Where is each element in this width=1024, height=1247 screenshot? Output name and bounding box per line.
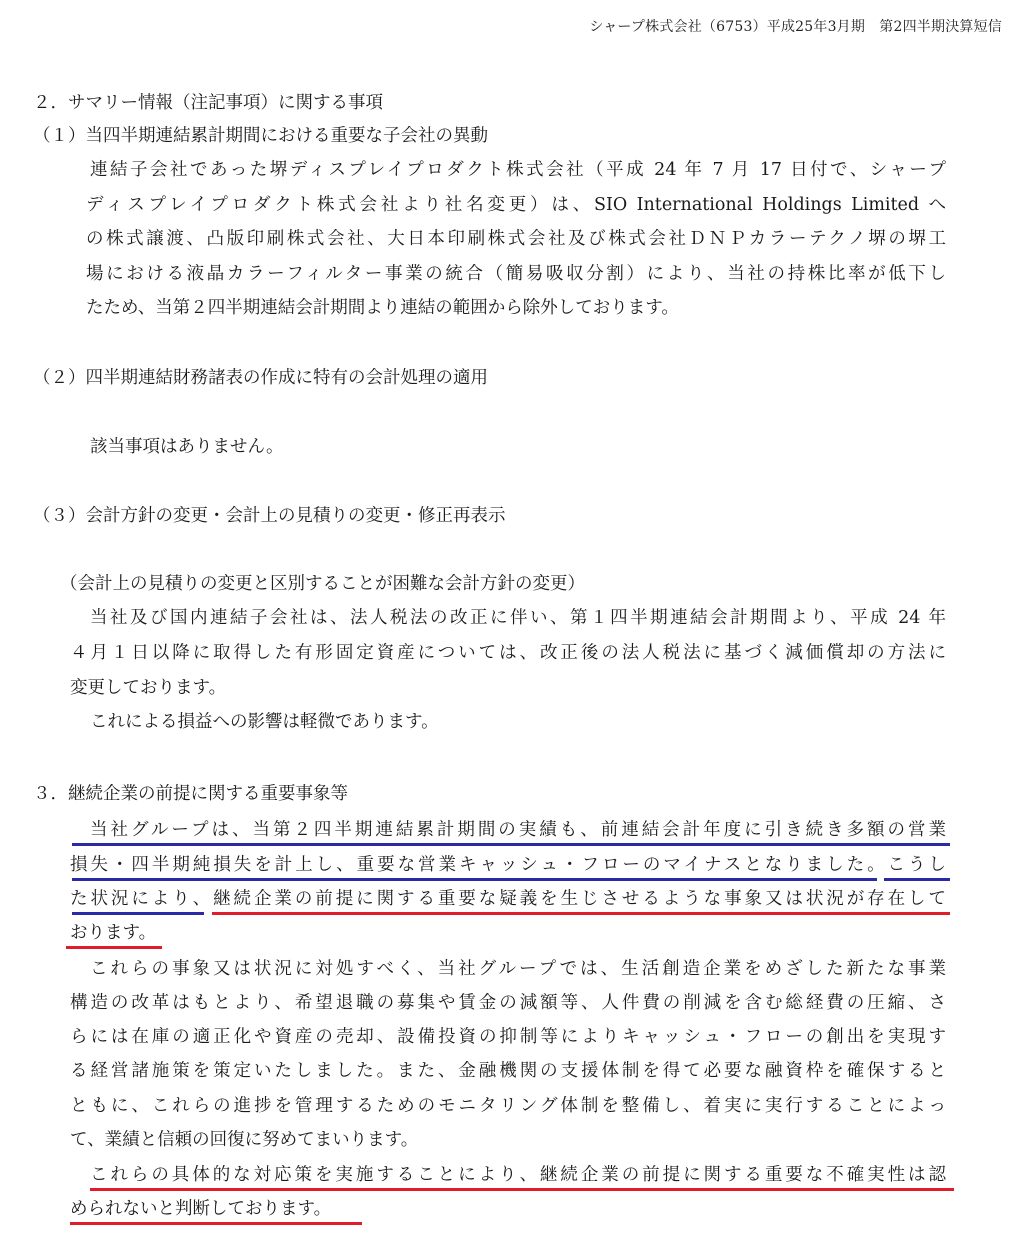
sub1-line-5: たため、当第２四半期連結会計期間より連結の範囲から除外しております。 (86, 298, 679, 318)
subsection-3-subheading: （会計上の見積りの変更と区別することが困難な会計方針の変更） (60, 574, 585, 594)
red-underline (66, 946, 162, 949)
s3-para2-line-6: て、業績と信頼の回復に努めてまいります。 (70, 1130, 419, 1150)
red-underline (70, 1222, 362, 1225)
sub1-line-1: 連結子会社であった堺ディスプレイプロダクト株式会社（平成 24 年 7 月 17 日付で、シャープ (90, 160, 946, 180)
subsection-2-title: （２）四半期連結財務諸表の作成に特有の会計処理の適用 (33, 368, 488, 388)
sub3-line-3: 変更しております。 (70, 678, 227, 698)
subsection-2-body: 該当事項はありません。 (90, 437, 284, 457)
red-underline (90, 1188, 954, 1191)
sub3-line-1: 当社及び国内連結子会社は、法人税法の改正に伴い、第１四半期連結会計期間より、平成 24 年 (90, 608, 946, 628)
blue-underline (72, 912, 204, 915)
s3-para1-line-4: おります。 (70, 923, 157, 943)
s3-para1-line-1: 当社グループは、当第２四半期連結累計期間の実績も、前連結会計年度に引き続き多額の営業 (90, 820, 946, 840)
s3-para2-line-4: る経営諸施策を策定いたしました。また、金融機関の支援体制を得て必要な融資枠を確保すると (70, 1061, 946, 1081)
section-3-title: ３．継続企業の前提に関する重要事象等 (33, 784, 348, 804)
blue-underline (72, 878, 877, 881)
subsection-3-title: （３）会計方針の変更・会計上の見積りの変更・修正再表示 (33, 506, 506, 526)
red-underline (212, 912, 950, 915)
sub3-line-2: ４月１日以降に取得した有形固定資産については、改正後の法人税法に基づく減価償却の方法に (70, 643, 946, 663)
s3-para1-line-2: 損失・四半期純損失を計上し、重要な営業キャッシュ・フローのマイナスとなりました。こうし (70, 855, 946, 875)
sub1-line-4: 場における液晶カラーフィルター事業の統合（簡易吸収分割）により、当社の持株比率が低下し (86, 264, 946, 284)
s3-para2-line-3: らには在庫の適正化や資産の売却、設備投資の抑制等によりキャッシュ・フローの創出を実現す (70, 1027, 946, 1047)
s3-para2-line-1: これらの事象又は状況に対処すべく、当社グループでは、生活創造企業をめざした新たな事業 (90, 959, 946, 979)
sub3-line-4: これによる損益への影響は軽微であります。 (90, 712, 439, 732)
blue-underline (884, 878, 950, 881)
s3-para2-line-5: ともに、これらの進捗を管理するためのモニタリング体制を整備し、着実に実行することによっ (70, 1096, 946, 1116)
s3-para3-line-1: これらの具体的な対応策を実施することにより、継続企業の前提に関する重要な不確実性は認 (90, 1165, 946, 1185)
s3-para1-line-3: た状況により、継続企業の前提に関する重要な疑義を生じさせるような事象又は状況が存在して (70, 889, 946, 909)
sub1-line-3: の株式譲渡、凸版印刷株式会社、大日本印刷株式会社及び株式会社ＤＮＰカラーテクノ堺の堺工 (86, 229, 946, 249)
s3-para2-line-2: 構造の改革はもとより、希望退職の募集や賃金の減額等、人件費の削減を含む総経費の圧縮、さ (70, 993, 946, 1013)
blue-underline (72, 843, 950, 846)
subsection-1-title: （１）当四半期連結累計期間における重要な子会社の異動 (33, 126, 488, 146)
section-2-title: ２．サマリー情報（注記事項）に関する事項 (33, 93, 383, 113)
document-header: シャープ株式会社（6753）平成25年3月期 第2四半期決算短信 (589, 19, 1002, 35)
s3-para3-line-2: められないと判断しております。 (70, 1199, 332, 1219)
sub1-line-2: ディスプレイプロダクト株式会社より社名変更）は、SIO International Holdings Limited へ (86, 195, 946, 215)
